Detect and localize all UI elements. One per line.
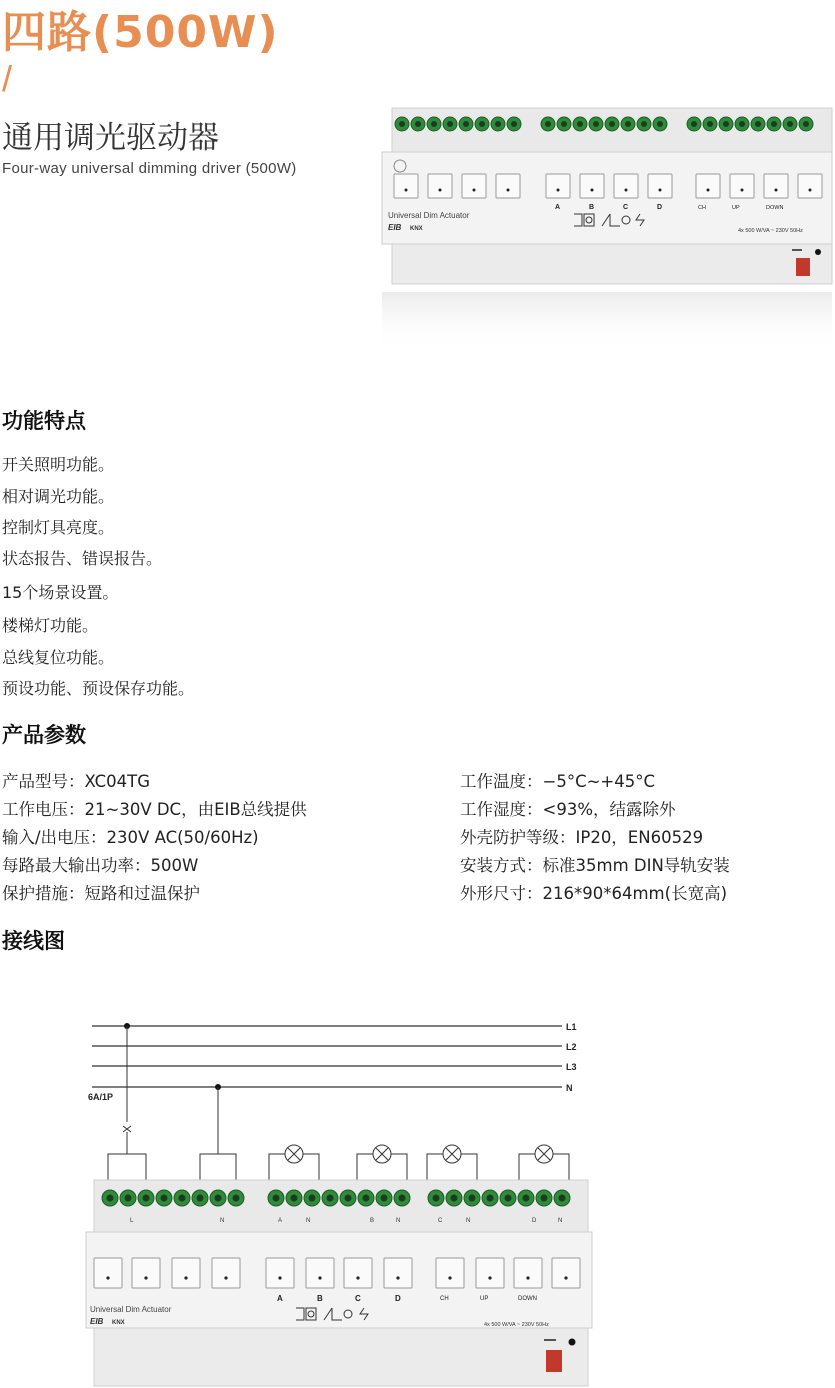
feature-item: 15个场景设置。 [2, 583, 119, 602]
terminal-screw [475, 117, 489, 131]
feature-item: 开关照明功能。 [2, 455, 115, 474]
terminal-screw [428, 1190, 444, 1206]
panel-button[interactable] [730, 174, 754, 198]
spec-item-right: 工作温度：−5°C~+45°C [460, 772, 656, 791]
diagram-eib-logo: EIB [90, 1317, 104, 1326]
diagram-model-label: Universal Dim Actuator [90, 1305, 172, 1314]
wiring-diagram [80, 1010, 600, 1388]
terminal-label: L [130, 1218, 134, 1224]
panel-button[interactable] [306, 1258, 334, 1288]
terminal-screw [395, 117, 409, 131]
feature-item: 状态报告、错误报告。 [2, 549, 163, 568]
channel-label: C [355, 1294, 361, 1303]
terminal-label: C [438, 1218, 443, 1224]
function-label: CH [698, 205, 706, 211]
panel-button[interactable] [546, 174, 570, 198]
terminal-screw [446, 1190, 462, 1206]
feature-item: 相对调光功能。 [2, 487, 115, 506]
terminal-screw [637, 117, 651, 131]
terminal-label: N [220, 1218, 225, 1224]
terminal-screw [210, 1190, 226, 1206]
terminal-screw [427, 117, 441, 131]
terminal-screw [589, 117, 603, 131]
diagram-bus-connector [546, 1350, 562, 1372]
terminal-screw [482, 1190, 498, 1206]
function-label: UP [732, 205, 740, 211]
terminal-label: N [396, 1218, 401, 1224]
device-model-label: Universal Dim Actuator [388, 211, 470, 220]
spec-item-right: 工作湿度：<93%，结露除外 [460, 800, 676, 819]
terminal-screw [286, 1190, 302, 1206]
knx-logo: KNX [410, 226, 423, 232]
channel-label: C [623, 204, 629, 211]
diagram-rating-label: 4x 500 W/VA ~ 230V 50Hz [484, 1322, 549, 1328]
feature-item: 总线复位功能。 [2, 648, 115, 667]
terminal-screw [340, 1190, 356, 1206]
spec-item-left: 每路最大输出功率：500W [2, 856, 199, 875]
panel-button[interactable] [428, 174, 452, 198]
feature-item: 楼梯灯功能。 [2, 616, 99, 635]
panel-button[interactable] [764, 174, 788, 198]
page-title: 四路(500W) [2, 7, 279, 58]
terminal-screw [767, 117, 781, 131]
terminal-screw [703, 117, 717, 131]
terminal-screw [228, 1190, 244, 1206]
terminal-screw [507, 117, 521, 131]
terminal-screw [322, 1190, 338, 1206]
feature-item: 控制灯具亮度。 [2, 518, 115, 537]
panel-button[interactable] [476, 1258, 504, 1288]
panel-button[interactable] [384, 1258, 412, 1288]
panel-button[interactable] [132, 1258, 160, 1288]
function-label: DOWN [518, 1296, 537, 1302]
channel-label: D [395, 1294, 401, 1303]
function-label: UP [480, 1296, 489, 1302]
function-label: CH [440, 1296, 449, 1302]
terminal-screw [621, 117, 635, 131]
terminal-screw [411, 117, 425, 131]
panel-button[interactable] [514, 1258, 542, 1288]
terminal-screw [156, 1190, 172, 1206]
terminal-screw [491, 117, 505, 131]
terminal-label: D [532, 1218, 537, 1224]
product-subtitle-english: Four-way universal dimming driver (500W) [2, 160, 297, 177]
panel-button[interactable] [394, 174, 418, 198]
panel-button[interactable] [798, 174, 822, 198]
breaker-switch-icon [123, 1126, 131, 1132]
wiring-heading: 接线图 [2, 929, 65, 953]
panel-button[interactable] [614, 174, 638, 198]
label-n: N [566, 1083, 573, 1093]
terminal-screw [138, 1190, 154, 1206]
panel-button[interactable] [94, 1258, 122, 1288]
terminal-screw [557, 117, 571, 131]
channel-label: A [277, 1294, 283, 1303]
terminal-screw [653, 117, 667, 131]
spec-item-right: 外形尺寸：216*90*64mm(长宽高) [460, 884, 728, 903]
panel-button[interactable] [212, 1258, 240, 1288]
panel-button[interactable] [580, 174, 604, 198]
terminal-screw [464, 1190, 480, 1206]
diagram-knx-logo: KNX [112, 1320, 125, 1326]
panel-button[interactable] [496, 174, 520, 198]
eib-logo: EIB [388, 223, 402, 232]
terminal-screw [268, 1190, 284, 1206]
channel-label: A [555, 204, 561, 211]
spec-item-right: 安装方式：标准35mm DIN导轨安装 [460, 856, 730, 875]
spec-item-left: 产品型号：XC04TG [2, 772, 150, 791]
terminal-screw [192, 1190, 208, 1206]
panel-button[interactable] [552, 1258, 580, 1288]
terminal-label: B [370, 1218, 375, 1224]
features-heading: 功能特点 [2, 409, 86, 433]
terminal-label: N [558, 1218, 563, 1224]
panel-button[interactable] [696, 174, 720, 198]
panel-button[interactable] [266, 1258, 294, 1288]
spec-item-left: 保护措施：短路和过温保护 [2, 884, 200, 903]
terminal-screw [518, 1190, 534, 1206]
label-l2: L2 [566, 1042, 577, 1052]
spec-item-left: 输入/出电压：230V AC(50/60Hz) [2, 828, 259, 847]
label-l3: L3 [566, 1062, 577, 1072]
channel-label: D [657, 204, 663, 211]
terminal-label: N [466, 1218, 471, 1224]
panel-button[interactable] [172, 1258, 200, 1288]
terminal-screw [719, 117, 733, 131]
feature-item: 预设功能、预设保存功能。 [2, 679, 195, 698]
channel-label: B [589, 204, 595, 211]
terminal-screw [783, 117, 797, 131]
function-label: DOWN [766, 205, 784, 211]
panel-button[interactable] [648, 174, 672, 198]
bus-connector [796, 258, 810, 276]
terminal-screw [554, 1190, 570, 1206]
terminal-screw [459, 117, 473, 131]
terminal-screw [120, 1190, 136, 1206]
terminal-label: N [306, 1218, 311, 1224]
spec-item-right: 外壳防护等级：IP20，EN60529 [460, 828, 704, 847]
terminal-screw [541, 117, 555, 131]
terminal-screw [394, 1190, 410, 1206]
breaker-label: 6A/1P [88, 1092, 114, 1102]
label-l1: L1 [566, 1022, 577, 1032]
terminal-screw [443, 117, 457, 131]
terminal-screw [735, 117, 749, 131]
channel-label: B [317, 1294, 323, 1303]
panel-button[interactable] [344, 1258, 372, 1288]
terminal-screw [573, 117, 587, 131]
terminal-screw [174, 1190, 190, 1206]
specs-heading: 产品参数 [2, 723, 86, 747]
terminal-screw [751, 117, 765, 131]
product-subtitle: 通用调光驱动器 [2, 120, 219, 156]
terminal-screw [605, 117, 619, 131]
terminal-screw [304, 1190, 320, 1206]
terminal-screw [799, 117, 813, 131]
terminal-screw [102, 1190, 118, 1206]
rating-label: 4x 500 W/VA ~ 230V 50Hz [738, 228, 803, 234]
panel-button[interactable] [436, 1258, 464, 1288]
terminal-screw [687, 117, 701, 131]
product-photo [378, 96, 835, 356]
terminal-screw [358, 1190, 374, 1206]
spec-item-left: 工作电压：21~30V DC，由EIB总线提供 [2, 800, 307, 819]
title-slash: / [2, 58, 13, 99]
terminal-screw [376, 1190, 392, 1206]
panel-button[interactable] [462, 174, 486, 198]
terminal-screw [536, 1190, 552, 1206]
terminal-screw [500, 1190, 516, 1206]
terminal-label: A [278, 1218, 283, 1224]
